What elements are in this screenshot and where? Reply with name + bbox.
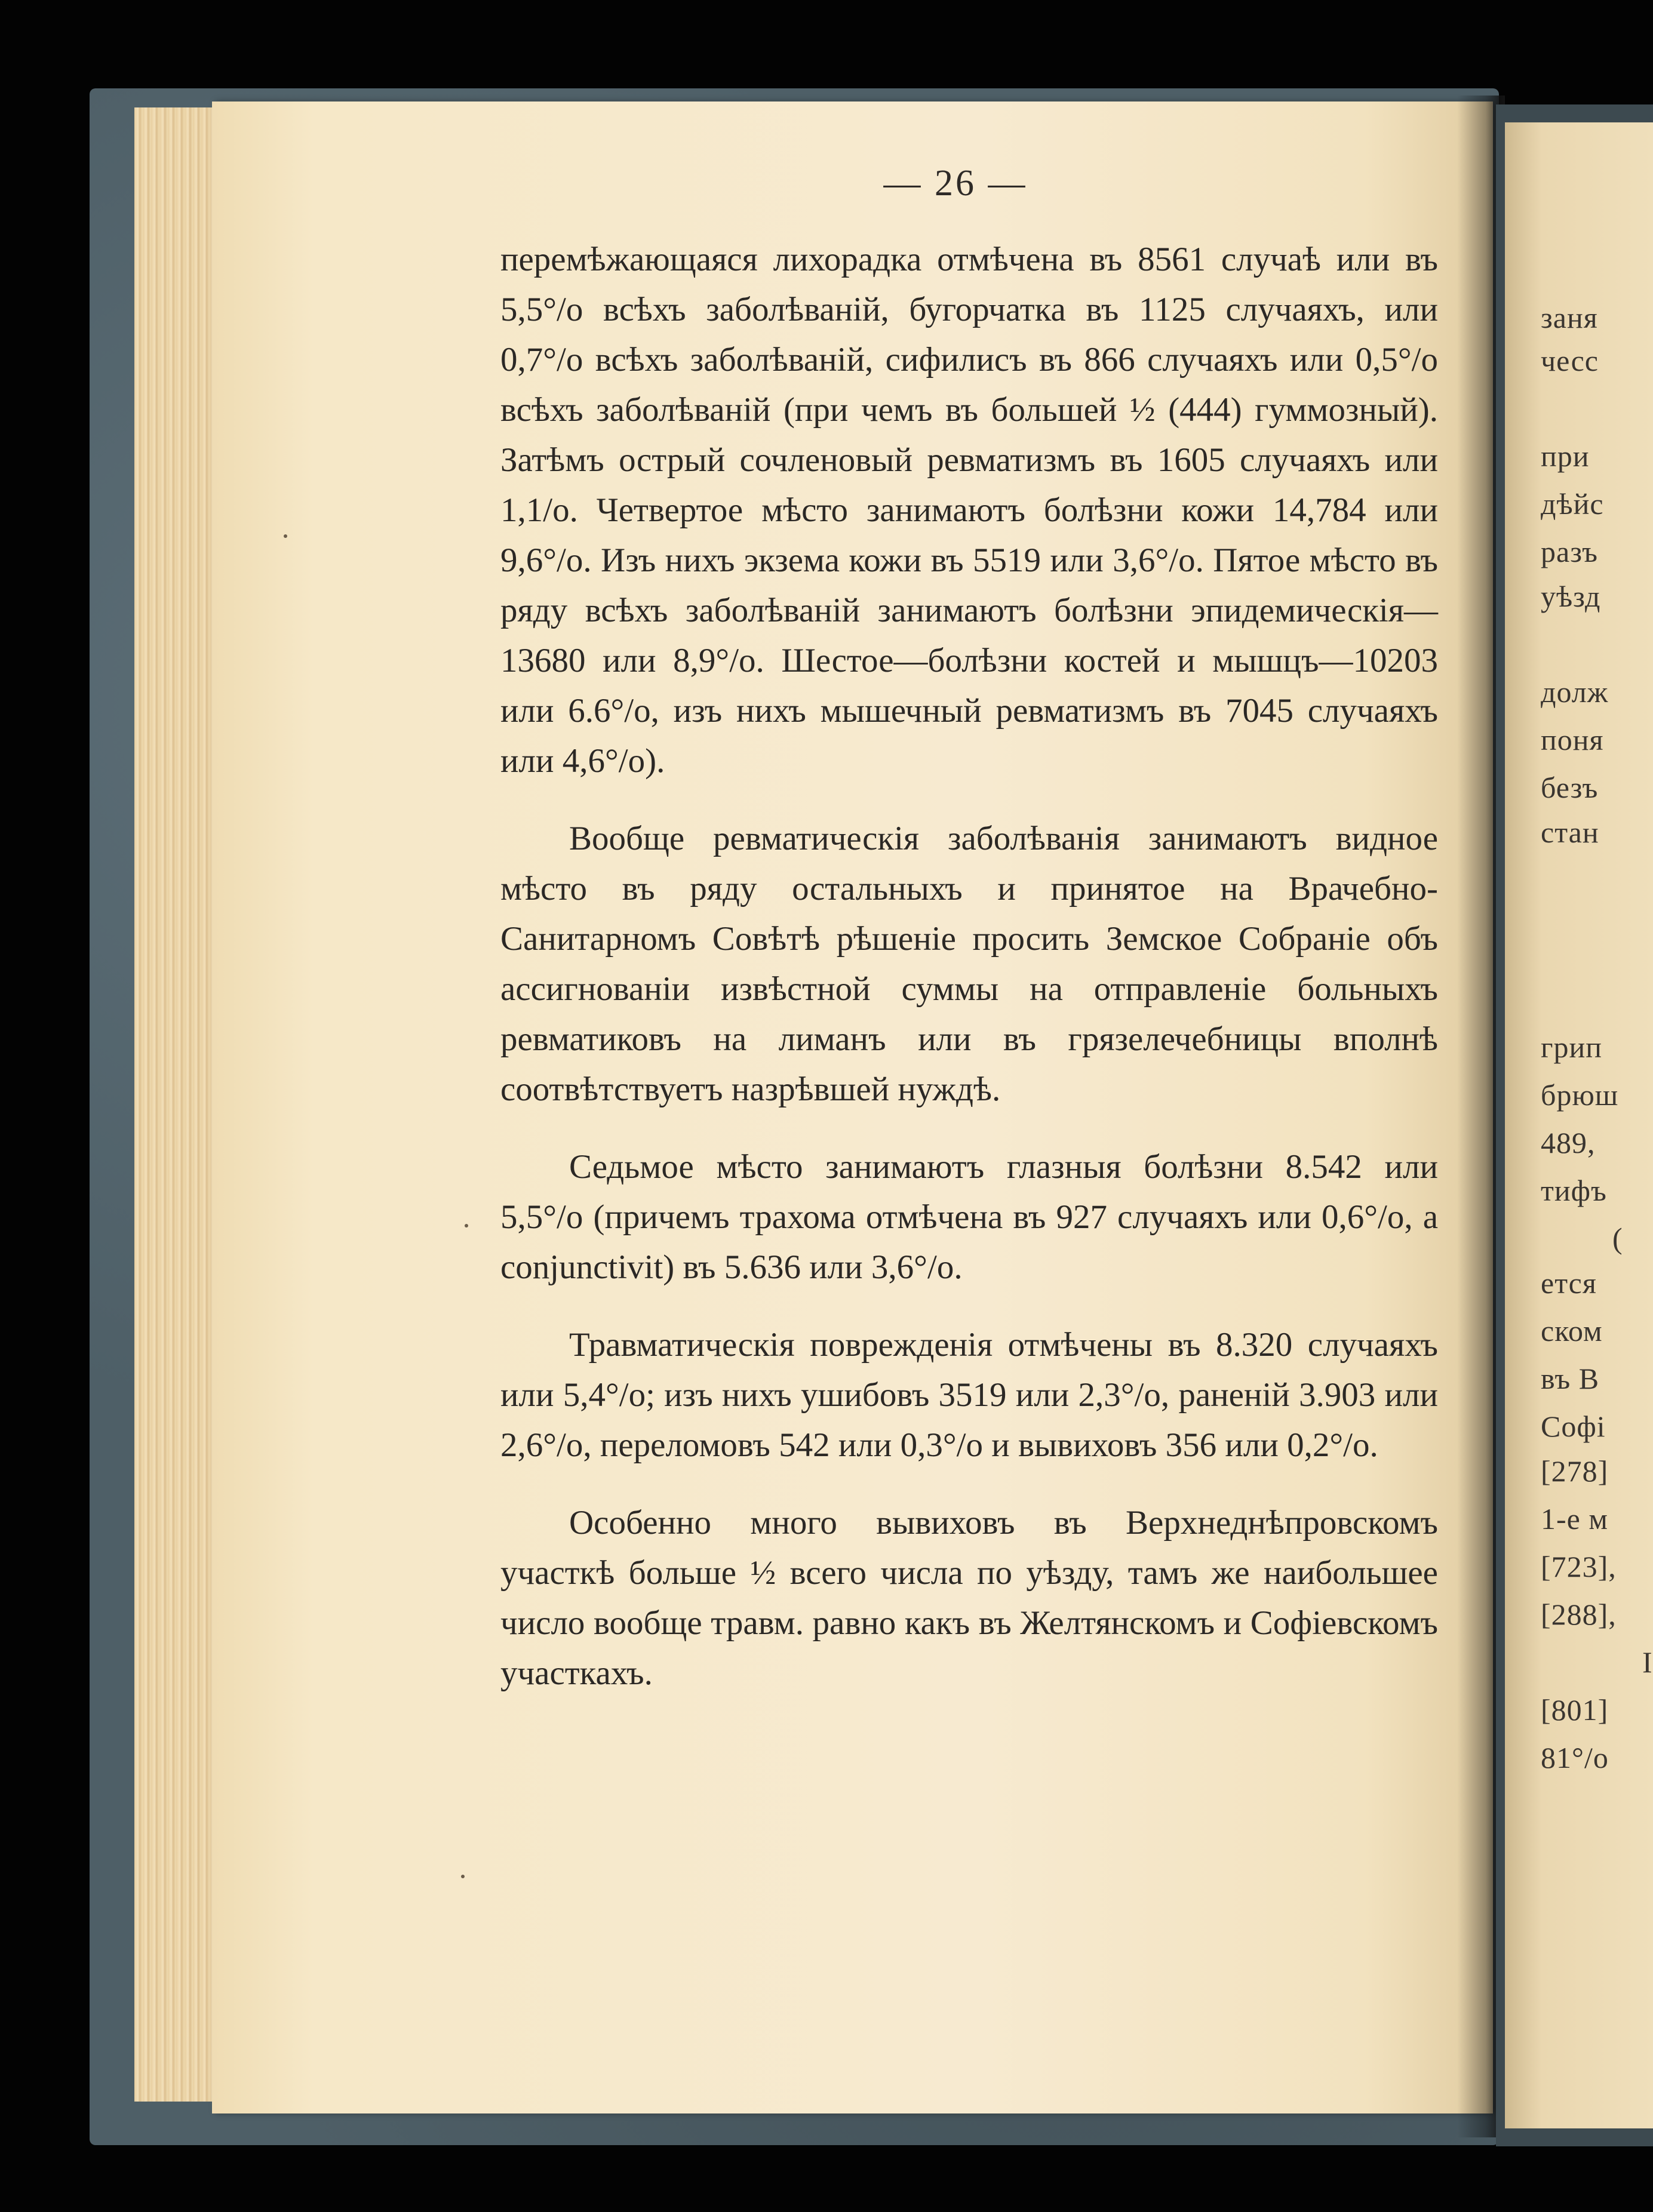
next-page-fragment: грип [1541,1030,1603,1064]
paper-speck [465,1224,468,1227]
paragraph: Травматическія поврежденія отмѣчены въ 8.320 случаяхъ или 5,4°/o; изъ нихъ ушибовъ 3519 или 2,3°/o, раненій 3.903 или 2,6°/o, переломовъ 542 или 0,3°/o и вывиховъ 356 или 0,2°/o. [500,1326,1438,1464]
next-page-fragment: 489, [1541,1126,1596,1159]
paragraph: Седьмое мѣсто занимаютъ глазныя болѣзни 8.542 или 5,5°/o (причемъ трахома отмѣчена въ 927 случаяхъ или 0,6°/o, а conjunctivit) въ 5.636 или 3,6°/o. [500,1148,1438,1286]
page-edges [134,107,224,2102]
next-page [1505,122,1653,2128]
paragraph: перемѣжающаяся лихорадка отмѣчена въ 8561 случаѣ или въ 5,5°/o всѣхъ заболѣваній, бугорчатка въ 1125 случаяхъ, или 0,7°/o всѣхъ заболѣваній, сифилисъ въ 866 случаяхъ или 0,5°/o всѣхъ заболѣваній (при чемъ въ большей ½ (444) гуммозный). Затѣмъ острый сочленовый ревматизмъ въ 1605 случаяхъ или 1,1/o. Четвертое мѣсто занимаютъ болѣзни кожи 14,784 или 9,6°/o. Изъ нихъ экзема кожи въ 5519 или 3,6°/o. Пятое мѣсто въ ряду всѣхъ заболѣваній занимаютъ болѣзни эпидемическія—13680 или 8,9°/o. Шестое—болѣзни костей и мышцъ—10203 или 6.6°/o, изъ нихъ мышечный ревматизмъ въ 7045 случаяхъ или 4,6°/o). [500,241,1438,780]
next-page-fragment: ском [1541,1314,1603,1347]
next-page-fragment: ( [1612,1222,1623,1255]
next-page-fragment: разъ [1541,535,1598,568]
next-page-fragment: [288], [1541,1598,1617,1631]
paragraph: Вообще ревматическія заболѣванія занимаютъ видное мѣсто въ ряду остальныхъ и принятое на Врачебно-Санитарномъ Совѣтѣ рѣшеніе просить Земское Собраніе объ ассигнованіи извѣстной суммы на отправленіе больныхъ ревматиковъ на лиманъ или въ грязелечебницы вполнѣ соотвѣтствуетъ назрѣвшей нуждѣ. [500,820,1438,1108]
page-body [500,235,1438,1726]
next-page-fragment: уѣзд [1541,580,1601,613]
next-page-fragment: безъ [1541,771,1599,804]
next-page-fragment: въ В [1541,1362,1600,1395]
page-number: — 26 — [883,163,1028,204]
next-page-fragment: ется [1541,1266,1597,1300]
paragraph: Особенно много вывиховъ въ Верхнеднѣпровскомъ участкѣ больше ½ всего числа по уѣзду, тамъ же наибольшее число вообще травм. равно какъ въ Желтянскомъ и Софіевскомъ участкахъ. [500,1504,1438,1692]
next-page-fragment: 81°/o [1541,1741,1609,1774]
next-page-fragment: долж [1541,675,1609,709]
next-page-fragment: Софі [1541,1410,1606,1443]
next-page-fragment: [723], [1541,1550,1617,1583]
next-page-fragment: [801] [1541,1693,1609,1727]
next-page-fragment: при [1541,439,1590,473]
next-page-fragment: дѣйс [1541,487,1604,521]
next-page-fragment: поня [1541,723,1604,756]
next-page-fragment: I [1642,1645,1653,1679]
next-page-fragment: 1-е м [1541,1502,1608,1536]
next-page-fragment: [278] [1541,1454,1609,1488]
next-page-fragment: брюш [1541,1078,1619,1112]
paper-speck [461,1875,465,1878]
next-page-fragment: стан [1541,816,1599,849]
next-page-fragment: заня [1541,301,1598,334]
next-page-fragment: чесс [1541,344,1599,377]
paper-speck [284,534,287,538]
next-page-fragment: тифъ [1541,1174,1607,1207]
